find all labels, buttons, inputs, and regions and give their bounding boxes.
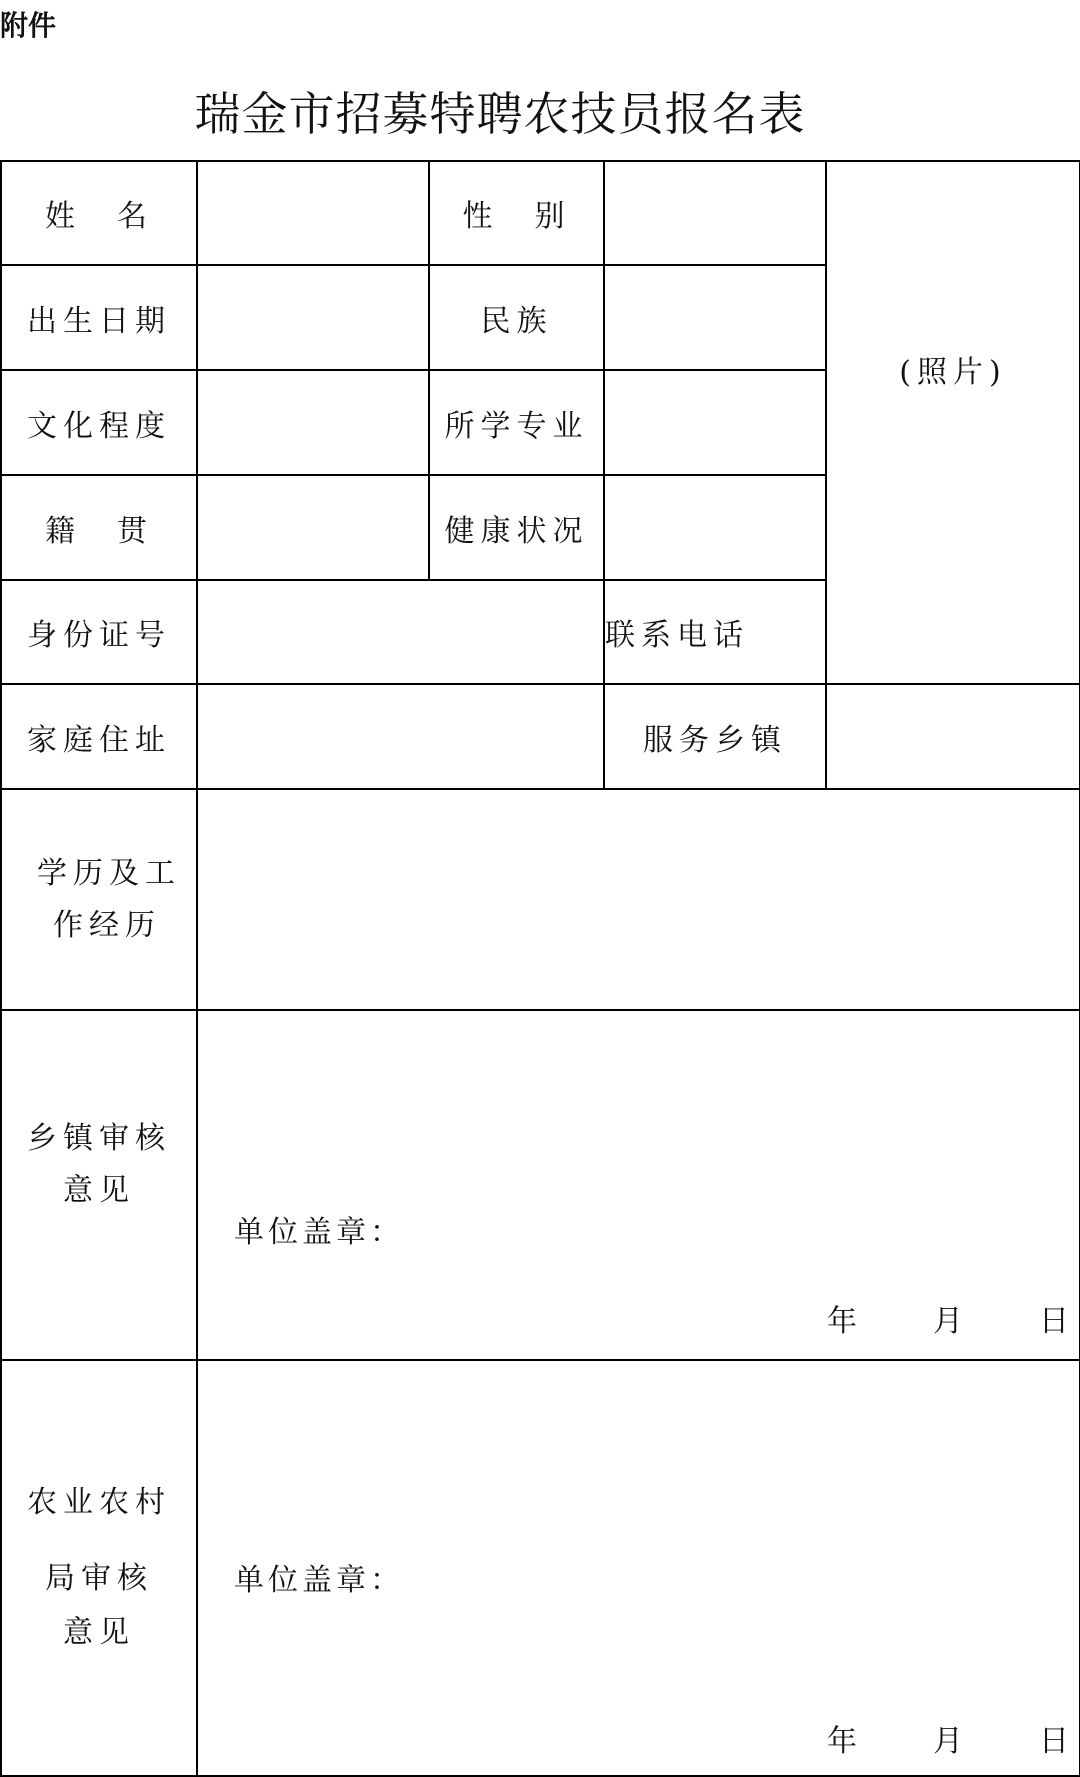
town-seal-label: 单位盖章：: [234, 1215, 404, 1250]
ethnic-field[interactable]: [604, 265, 826, 370]
day-label: 日: [1039, 1724, 1075, 1759]
id-number-field[interactable]: [197, 580, 604, 684]
year-label: 年: [827, 1724, 863, 1759]
birth-label: 出生日期: [1, 265, 197, 370]
month-label: 月: [933, 1724, 969, 1759]
town-review-field[interactable]: [197, 1010, 1080, 1360]
name-label: 姓 名: [1, 161, 197, 265]
phone-label: 联系电话: [604, 580, 826, 684]
education-field[interactable]: [197, 370, 429, 475]
service-town-label: 服务乡镇: [604, 684, 826, 789]
history-field[interactable]: [197, 789, 1080, 1010]
major-field[interactable]: [604, 370, 826, 475]
town-date: [767, 1296, 1075, 1340]
native-place-field[interactable]: [197, 475, 429, 580]
education-label: 文化程度: [1, 370, 197, 475]
photo-label: (照片): [899, 355, 1007, 390]
health-field[interactable]: [604, 475, 826, 580]
history-label-line1: 学历及工: [37, 855, 181, 891]
gender-field[interactable]: [604, 161, 826, 265]
bureau-review-label: [1, 1360, 197, 1776]
year-label: 年: [827, 1304, 863, 1339]
day-label: 日: [1039, 1304, 1075, 1339]
town-review-line1: 乡镇审核: [27, 1121, 171, 1156]
month-label: 月: [933, 1304, 969, 1339]
health-label: 健康状况: [429, 475, 604, 580]
id-number-label: 身份证号: [1, 580, 197, 684]
major-label: 所学专业: [429, 370, 604, 475]
address-field[interactable]: [197, 684, 604, 789]
page-title: 瑞金市招募特聘农技员报名表: [194, 87, 806, 141]
bureau-review-line3: 意见: [63, 1615, 135, 1650]
ethnic-label: 民族: [429, 265, 604, 370]
bureau-seal-label: 单位盖章：: [234, 1563, 404, 1598]
town-review-label: [1, 1010, 197, 1360]
service-town-field[interactable]: [826, 684, 1080, 789]
photo-field[interactable]: [826, 161, 1080, 684]
bureau-review-line2: 局审核: [45, 1561, 153, 1596]
bureau-date: [767, 1716, 1075, 1760]
birth-field[interactable]: [197, 265, 429, 370]
gender-label: 性 别: [429, 161, 604, 265]
attachment-label: 附件: [0, 9, 57, 42]
address-label: 家庭住址: [1, 684, 197, 789]
town-review-line2: 意见: [63, 1173, 135, 1208]
history-label-line2: 作经历: [53, 907, 161, 943]
bureau-review-line1: 农业农村: [27, 1485, 171, 1520]
history-label: [1, 789, 197, 1010]
native-place-label: 籍 贯: [1, 475, 197, 580]
registration-form-table: [0, 160, 1080, 1777]
name-field[interactable]: [197, 161, 429, 265]
bureau-review-field[interactable]: [197, 1360, 1080, 1776]
